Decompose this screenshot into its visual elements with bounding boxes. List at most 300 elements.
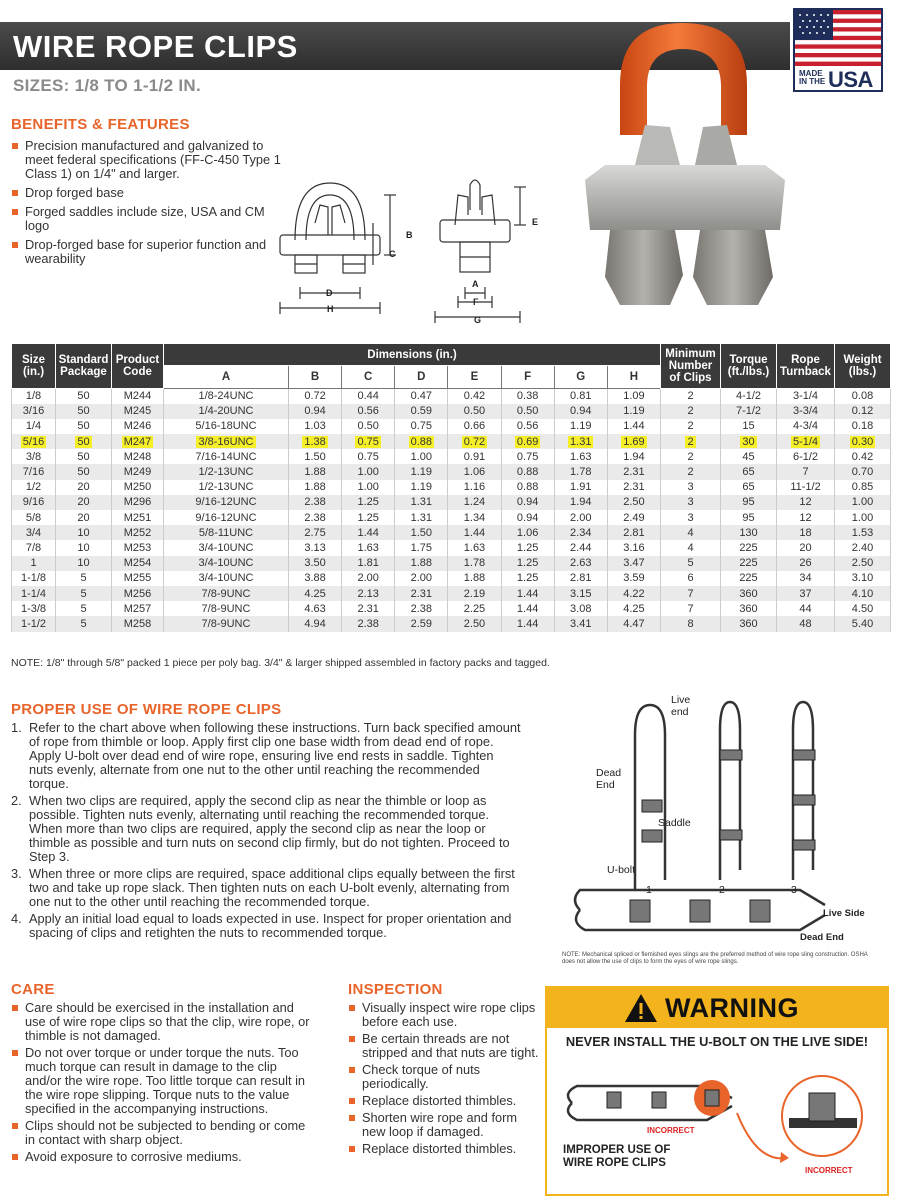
table-row <box>12 586 891 601</box>
table-cell: 9/16-12UNC <box>164 510 289 525</box>
warning-box <box>545 986 889 1196</box>
table-cell: 0.94 <box>501 495 554 510</box>
table-cell: 20 <box>777 540 835 555</box>
table-row <box>12 601 891 616</box>
dimension-drawing <box>270 165 570 325</box>
badge-made-text: MADE IN THE <box>799 69 826 86</box>
table-cell: 95 <box>721 495 777 510</box>
table-cell: 2.38 <box>288 495 341 510</box>
table-cell: 2.38 <box>342 616 395 631</box>
benefit-item: Drop-forged base for superior function and wearability <box>11 238 281 266</box>
improper-use-label: IMPROPER USE OF WIRE ROPE CLIPS <box>563 1144 671 1169</box>
table-cell: 6-1/2 <box>777 449 835 464</box>
label-u-bolt: U-bolt <box>607 864 636 876</box>
inspection-item: Replace distorted thimbles. <box>348 1094 540 1108</box>
table-cell: 7/8-9UNC <box>164 601 289 616</box>
table-cell: 7/16 <box>12 464 56 479</box>
dim-label-a: A <box>472 279 479 289</box>
table-cell: 2.31 <box>607 464 660 479</box>
table-cell: 7/8-9UNC <box>164 616 289 631</box>
table-cell: 1/2 <box>12 480 56 495</box>
col-header-size: Size (in.) <box>12 344 56 389</box>
dim-label-f: F <box>473 297 479 307</box>
table-cell: M245 <box>112 404 164 419</box>
table-cell: 1.24 <box>448 495 501 510</box>
benefit-item: Forged saddles include size, USA and CM logo <box>11 205 281 233</box>
inspection-list <box>348 1001 540 1159</box>
table-cell: 15 <box>721 419 777 434</box>
table-cell: 3.59 <box>607 571 660 586</box>
table-cell: 4.94 <box>288 616 341 631</box>
table-cell: 3.88 <box>288 571 341 586</box>
table-cell: 8 <box>661 616 721 631</box>
warning-bar <box>547 988 887 1028</box>
table-cell: 2.75 <box>288 525 341 540</box>
col-header-weight: Weight (lbs.) <box>835 344 891 389</box>
table-cell: 225 <box>721 556 777 571</box>
table-cell: 0.88 <box>501 464 554 479</box>
table-cell: 0.56 <box>342 404 395 419</box>
table-cell: M257 <box>112 601 164 616</box>
table-cell: M250 <box>112 480 164 495</box>
table-cell: 1.88 <box>448 571 501 586</box>
table-row <box>12 510 891 525</box>
table-cell: 4-1/2 <box>721 389 777 404</box>
table-cell: 50 <box>56 434 112 449</box>
table-cell: 0.81 <box>554 389 607 404</box>
label-dead-end-bold: Dead End <box>800 932 844 943</box>
table-cell: 0.42 <box>448 389 501 404</box>
table-cell: 2.50 <box>607 495 660 510</box>
instruction-item: 3. When three or more clips are required, space additional clips equally between the first two and take up rope slack. Then tighten nuts on each U-bolt evenly, alternating from one nut to the other until reaching the recommended torque. <box>11 866 515 909</box>
table-cell: 3.08 <box>554 601 607 616</box>
table-cell: 48 <box>777 616 835 631</box>
instruction-item: 1. Refer to the chart above when following these instructions. Turn back specified amount of rope from thimble or loop. Apply first clip one base width from dead end of rope. Apply U-bolt over dead end of wire rope, ensuring live end rests in saddle. Tighten nuts evenly, alternate from one nut to the other until reaching the recommended torque. <box>11 720 521 791</box>
table-cell: 5 <box>56 616 112 631</box>
table-cell: 3/8-16UNC <box>164 434 289 449</box>
table-cell: 5 <box>56 571 112 586</box>
table-cell: 3/4 <box>12 525 56 540</box>
dim-col-header: E <box>448 366 501 389</box>
inspection-heading: INSPECTION <box>348 981 443 998</box>
inspection-item: Be certain threads are not stripped and that nuts are tight. <box>348 1032 540 1060</box>
table-cell: 10 <box>56 556 112 571</box>
benefits-list <box>11 139 281 271</box>
table-cell: 3/8 <box>12 449 56 464</box>
table-cell: 7/8 <box>12 540 56 555</box>
dim-label-c: C <box>389 249 396 259</box>
table-row <box>12 419 891 434</box>
table-cell: 1.88 <box>288 480 341 495</box>
table-cell: 5.40 <box>835 616 891 631</box>
table-cell: 4.25 <box>607 601 660 616</box>
table-cell: 26 <box>777 556 835 571</box>
table-cell: 1.06 <box>448 464 501 479</box>
table-cell: 1.50 <box>288 449 341 464</box>
table-cell: 0.70 <box>835 464 891 479</box>
table-cell: 10 <box>56 540 112 555</box>
spec-table <box>11 343 891 632</box>
label-live-side: Live Side <box>823 908 865 919</box>
table-cell: 1.91 <box>554 480 607 495</box>
table-cell: 50 <box>56 389 112 404</box>
table-cell: 1.31 <box>554 434 607 449</box>
care-item: Clips should not be subjected to bending or come in contact with sharp object. <box>11 1119 311 1147</box>
table-cell: 2 <box>661 434 721 449</box>
proper-use-heading: PROPER USE OF WIRE ROPE CLIPS <box>11 701 282 718</box>
incorrect-label-2: INCORRECT <box>805 1166 853 1175</box>
table-cell: 1/8-24UNC <box>164 389 289 404</box>
incorrect-label-1: INCORRECT <box>647 1126 695 1135</box>
table-row <box>12 404 891 419</box>
table-cell: 7/16-14UNC <box>164 449 289 464</box>
table-cell: M248 <box>112 449 164 464</box>
table-cell: 360 <box>721 586 777 601</box>
table-cell: 3/4-10UNC <box>164 556 289 571</box>
table-cell: 2 <box>661 404 721 419</box>
table-cell: M251 <box>112 510 164 525</box>
table-cell: 3-3/4 <box>777 404 835 419</box>
table-cell: 1.44 <box>501 586 554 601</box>
table-cell: 1.16 <box>448 480 501 495</box>
care-heading: CARE <box>11 981 55 998</box>
table-cell: M255 <box>112 571 164 586</box>
table-cell: 1.44 <box>501 616 554 631</box>
dim-col-header: G <box>554 366 607 389</box>
inspection-item: Check torque of nuts periodically. <box>348 1063 540 1091</box>
table-cell: 6 <box>661 571 721 586</box>
table-cell: 3.50 <box>288 556 341 571</box>
table-cell: 360 <box>721 601 777 616</box>
table-row <box>12 556 891 571</box>
table-cell: 0.94 <box>554 404 607 419</box>
table-cell: 4.25 <box>288 586 341 601</box>
instruction-item: 2. When two clips are required, apply the second clip as near the thimble or loop as possible. Tighten nuts evenly, alternating until reaching the recommended torque. When more than two clips are required, apply the second clip as near the loop or thimble as possible and turn nuts on second clip firmly, but do not tighten. Proceed to Step 3. <box>11 793 510 864</box>
table-row <box>12 540 891 555</box>
table-row <box>12 389 891 404</box>
dim-col-header: H <box>607 366 660 389</box>
table-cell: 2.00 <box>554 510 607 525</box>
col-header-min-clips: Minimum Number of Clips <box>661 344 721 389</box>
proper-use-list <box>11 721 521 943</box>
table-cell: M253 <box>112 540 164 555</box>
table-cell: 1.25 <box>501 540 554 555</box>
table-cell: 0.94 <box>288 404 341 419</box>
table-cell: 130 <box>721 525 777 540</box>
table-cell: 3.15 <box>554 586 607 601</box>
dim-col-header: A <box>164 366 289 389</box>
table-cell: 1.63 <box>554 449 607 464</box>
table-cell: 0.94 <box>501 510 554 525</box>
table-cell: 2.40 <box>835 540 891 555</box>
table-note: NOTE: 1/8" through 5/8" packed 1 piece per poly bag. 3/4" & larger shipped assembled in factory packs and tagged. <box>11 657 550 669</box>
dim-label-b: B <box>406 230 413 240</box>
table-cell: 1/8 <box>12 389 56 404</box>
table-cell: 95 <box>721 510 777 525</box>
table-cell: 5 <box>56 601 112 616</box>
table-cell: 20 <box>56 480 112 495</box>
table-cell: 0.88 <box>501 480 554 495</box>
instruction-item: 4. Apply an initial load equal to loads expected in use. Inspect for proper orientation and spacing of clips and retighten the nuts to recommended torque. <box>11 911 512 940</box>
table-cell: 225 <box>721 540 777 555</box>
table-cell: 0.50 <box>448 404 501 419</box>
table-cell: 1.50 <box>395 525 448 540</box>
table-cell: 0.47 <box>395 389 448 404</box>
table-cell: 0.12 <box>835 404 891 419</box>
page-title: WIRE ROPE CLIPS <box>13 29 298 64</box>
table-cell: 0.85 <box>835 480 891 495</box>
table-cell: 12 <box>777 495 835 510</box>
table-cell: 2.81 <box>554 571 607 586</box>
table-cell: 1.19 <box>395 480 448 495</box>
table-cell: 3/4-10UNC <box>164 540 289 555</box>
table-row <box>12 616 891 631</box>
made-in-usa-badge <box>793 8 883 92</box>
care-item: Avoid exposure to corrosive mediums. <box>11 1150 311 1164</box>
table-cell: 1.19 <box>607 404 660 419</box>
table-cell: 2.25 <box>448 601 501 616</box>
dim-label-g: G <box>474 315 482 325</box>
table-cell: 1.19 <box>395 464 448 479</box>
table-cell: 5/8 <box>12 510 56 525</box>
table-cell: 3 <box>661 480 721 495</box>
dim-col-header: D <box>395 366 448 389</box>
table-cell: 0.75 <box>342 449 395 464</box>
table-cell: 1.69 <box>607 434 660 449</box>
table-cell: M258 <box>112 616 164 631</box>
table-cell: 1.00 <box>835 495 891 510</box>
table-cell: 1.63 <box>448 540 501 555</box>
table-cell: 5/16 <box>12 434 56 449</box>
dim-label-e: E <box>532 217 539 227</box>
table-cell: M256 <box>112 586 164 601</box>
table-cell: 2.31 <box>342 601 395 616</box>
dim-col-header: F <box>501 366 554 389</box>
table-cell: 65 <box>721 480 777 495</box>
col-header-torque: Torque (ft./lbs.) <box>721 344 777 389</box>
table-cell: 1.88 <box>395 556 448 571</box>
table-cell: 1.25 <box>501 571 554 586</box>
inspection-item: Replace distorted thimbles. <box>348 1142 540 1156</box>
table-cell: M296 <box>112 495 164 510</box>
table-cell: 7-1/2 <box>721 404 777 419</box>
table-cell: 30 <box>721 434 777 449</box>
table-cell: 4.10 <box>835 586 891 601</box>
table-cell: 50 <box>56 419 112 434</box>
table-cell: 50 <box>56 404 112 419</box>
table-cell: M252 <box>112 525 164 540</box>
table-cell: 50 <box>56 464 112 479</box>
table-cell: 2.00 <box>342 571 395 586</box>
col-header-dimensions: Dimensions (in.) <box>164 344 661 366</box>
table-cell: 1.78 <box>554 464 607 479</box>
table-cell: 3.10 <box>835 571 891 586</box>
table-cell: 2.31 <box>395 586 448 601</box>
col-header-code: Product Code <box>112 344 164 389</box>
table-cell: 11-1/2 <box>777 480 835 495</box>
dim-col-header: C <box>342 366 395 389</box>
table-cell: 0.42 <box>835 449 891 464</box>
table-cell: M254 <box>112 556 164 571</box>
benefit-item: Drop forged base <box>11 186 281 200</box>
table-cell: 1/4 <box>12 419 56 434</box>
table-cell: 0.75 <box>395 419 448 434</box>
table-cell: 2.31 <box>607 480 660 495</box>
table-cell: 5-1/4 <box>777 434 835 449</box>
table-cell: 4.47 <box>607 616 660 631</box>
table-cell: 1.44 <box>448 525 501 540</box>
table-cell: 1.25 <box>501 556 554 571</box>
table-cell: 5/16-18UNC <box>164 419 289 434</box>
table-cell: 0.38 <box>501 389 554 404</box>
care-item: Care should be exercised in the installation and use of wire rope clips so that the clip, wire rope, or thimble is not damaged. <box>11 1001 311 1043</box>
table-cell: 50 <box>56 449 112 464</box>
table-cell: 1.09 <box>607 389 660 404</box>
table-cell: 1.75 <box>395 540 448 555</box>
table-cell: 34 <box>777 571 835 586</box>
table-cell: 4 <box>661 525 721 540</box>
table-cell: 7/8-9UNC <box>164 586 289 601</box>
table-cell: 0.75 <box>342 434 395 449</box>
table-row <box>12 525 891 540</box>
table-cell: 9/16 <box>12 495 56 510</box>
table-cell: 1.06 <box>501 525 554 540</box>
table-cell: 5 <box>56 586 112 601</box>
table-cell: 360 <box>721 616 777 631</box>
table-cell: 1.88 <box>288 464 341 479</box>
table-cell: 45 <box>721 449 777 464</box>
table-cell: 1.44 <box>501 601 554 616</box>
table-cell: 3.16 <box>607 540 660 555</box>
table-cell: 1.94 <box>607 449 660 464</box>
warning-message: NEVER INSTALL THE U-BOLT ON THE LIVE SIDE! <box>565 1034 869 1049</box>
table-cell: 0.18 <box>835 419 891 434</box>
table-cell: 1.94 <box>554 495 607 510</box>
table-cell: 1.03 <box>288 419 341 434</box>
table-cell: 1.63 <box>342 540 395 555</box>
table-cell: 2.81 <box>607 525 660 540</box>
dim-col-header: B <box>288 366 341 389</box>
table-cell: 1.34 <box>448 510 501 525</box>
label-live-end: Live end <box>671 694 691 718</box>
table-cell: 2 <box>661 419 721 434</box>
table-row <box>12 495 891 510</box>
table-cell: 20 <box>56 510 112 525</box>
care-item: Do not over torque or under torque the nuts. Too much torque can result in damage to the clip and/or the wire rope. Too little torque can result in the wire rope slipping. Torque nuts to the value specified in the accompanying instructions. <box>11 1046 311 1116</box>
table-cell: 4.22 <box>607 586 660 601</box>
table-cell: 37 <box>777 586 835 601</box>
table-cell: 1.25 <box>342 495 395 510</box>
table-row <box>12 449 891 464</box>
table-cell: 1.44 <box>342 525 395 540</box>
table-cell: 2.19 <box>448 586 501 601</box>
table-cell: 7 <box>777 464 835 479</box>
inspection-item: Visually inspect wire rope clips before each use. <box>348 1001 540 1029</box>
table-cell: 1.00 <box>835 510 891 525</box>
table-cell: 0.30 <box>835 434 891 449</box>
table-cell: 7 <box>661 586 721 601</box>
label-dead-end: Dead End <box>596 767 622 791</box>
table-cell: 1.25 <box>342 510 395 525</box>
table-cell: 1.31 <box>395 495 448 510</box>
table-cell: 20 <box>56 495 112 510</box>
table-cell: 1.31 <box>395 510 448 525</box>
col-header-turnback: Rope Turnback <box>777 344 835 389</box>
table-cell: 0.72 <box>448 434 501 449</box>
table-cell: 1-1/4 <box>12 586 56 601</box>
table-cell: 1 <box>12 556 56 571</box>
table-cell: 2.49 <box>607 510 660 525</box>
table-cell: 4 <box>661 540 721 555</box>
table-cell: 2.34 <box>554 525 607 540</box>
table-row <box>12 434 891 449</box>
warning-word: WARNING <box>665 993 799 1023</box>
table-cell: 0.08 <box>835 389 891 404</box>
care-list <box>11 1001 311 1167</box>
table-cell: 0.91 <box>448 449 501 464</box>
table-cell: M247 <box>112 434 164 449</box>
table-cell: 2.59 <box>395 616 448 631</box>
table-cell: 5 <box>661 556 721 571</box>
table-cell: 1.78 <box>448 556 501 571</box>
table-cell: 7 <box>661 601 721 616</box>
label-saddle: Saddle <box>658 817 691 829</box>
table-cell: 2.44 <box>554 540 607 555</box>
table-cell: 2.38 <box>395 601 448 616</box>
table-cell: M249 <box>112 464 164 479</box>
table-cell: 0.72 <box>288 389 341 404</box>
table-cell: 2.50 <box>448 616 501 631</box>
wire-rope-clip-photo <box>575 15 793 315</box>
diagram-note: NOTE: Mechanical spliced or flemished eyes slings are the preferred method of wire rope sling construction. OSHA does not allow the use of clips to form the eyes of wire rope slings. <box>562 952 868 965</box>
table-cell: 12 <box>777 510 835 525</box>
table-cell: 2 <box>661 449 721 464</box>
table-cell: 1.00 <box>342 480 395 495</box>
table-cell: 1-1/2 <box>12 616 56 631</box>
table-cell: 0.59 <box>395 404 448 419</box>
table-cell: 2 <box>661 464 721 479</box>
table-cell: 44 <box>777 601 835 616</box>
table-cell: 9/16-12UNC <box>164 495 289 510</box>
table-cell: 0.69 <box>501 434 554 449</box>
table-cell: 2 <box>661 389 721 404</box>
table-cell: 0.56 <box>501 419 554 434</box>
benefits-heading: BENEFITS & FEATURES <box>11 116 190 133</box>
col-header-package: Standard Package <box>56 344 112 389</box>
table-cell: 4.50 <box>835 601 891 616</box>
table-cell: 0.44 <box>342 389 395 404</box>
table-cell: M246 <box>112 419 164 434</box>
table-cell: 0.88 <box>395 434 448 449</box>
table-cell: 0.50 <box>501 404 554 419</box>
table-cell: 2.13 <box>342 586 395 601</box>
table-cell: 0.66 <box>448 419 501 434</box>
benefit-item: Precision manufactured and galvanized to meet federal specifications (FF-C-450 Type 1 Class 1) on 1/4" and larger. <box>11 139 281 181</box>
table-row <box>12 571 891 586</box>
table-cell: 1.81 <box>342 556 395 571</box>
table-cell: 10 <box>56 525 112 540</box>
table-row <box>12 480 891 495</box>
table-cell: 1/4-20UNC <box>164 404 289 419</box>
table-cell: 3/16 <box>12 404 56 419</box>
page-subtitle: SIZES: 1/8 TO 1-1/2 IN. <box>13 76 201 95</box>
table-cell: 1.44 <box>607 419 660 434</box>
table-cell: 3-1/4 <box>777 389 835 404</box>
table-cell: 1/2-13UNC <box>164 480 289 495</box>
table-cell: 4-3/4 <box>777 419 835 434</box>
table-cell: 3.41 <box>554 616 607 631</box>
table-cell: 225 <box>721 571 777 586</box>
